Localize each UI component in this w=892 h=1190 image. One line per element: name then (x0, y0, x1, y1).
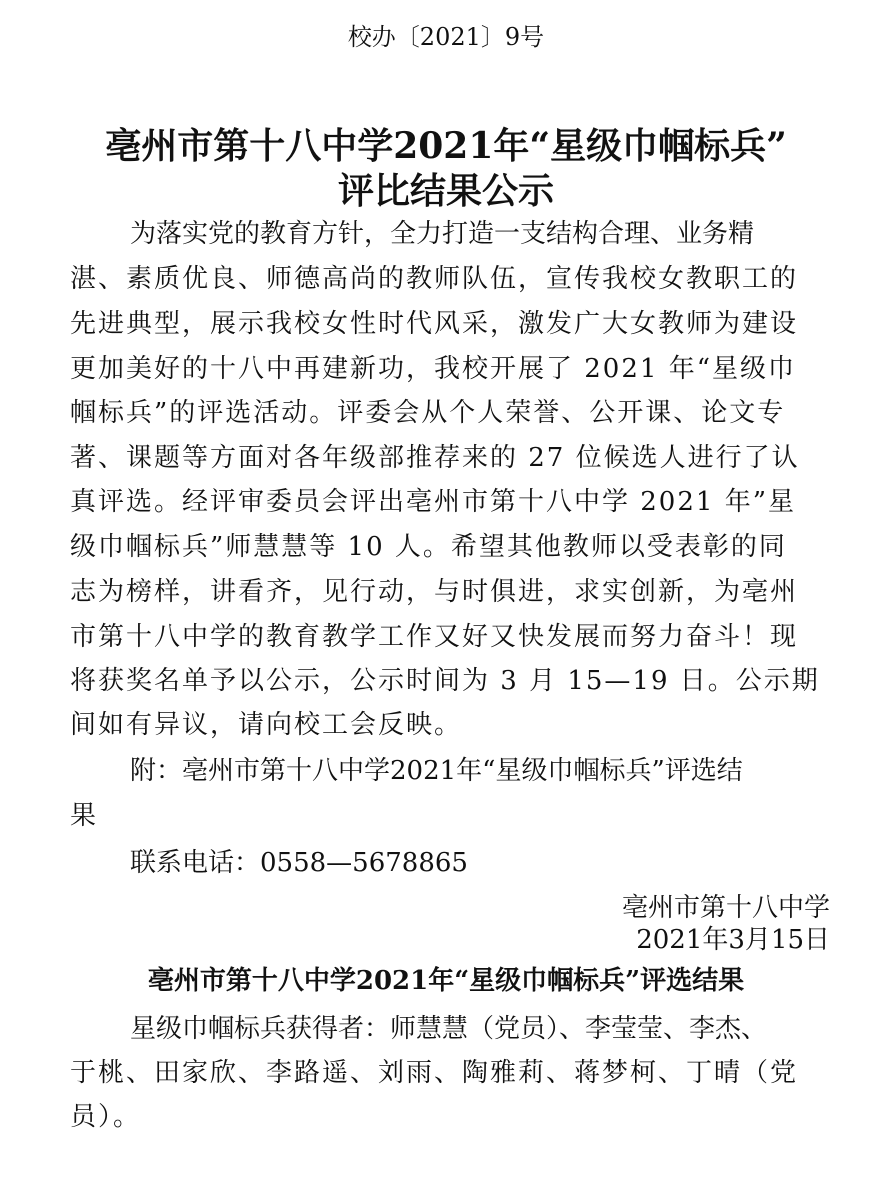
attachment-line-2: 果 (70, 801, 99, 831)
body-line: 志为榜样，讲看齐，见行动，与时俱进，求实创新，为亳州 (70, 577, 799, 607)
body-line: 著、课题等方面对各年级部推荐来的 27 位候选人进行了认 (70, 443, 800, 473)
result-title: 亳州市第十八中学2021年“星级巾帼标兵”评选结果 (147, 966, 745, 996)
winners-line: 员）。 (70, 1102, 142, 1132)
winners-line: 于桃、田家欣、李路遥、刘雨、陶雅莉、蒋梦柯、丁晴（党 (70, 1058, 799, 1088)
body-line: 为落实党的教育方针，全力打造一支结构合理、业务精 (130, 219, 755, 249)
page-title-line-1: 亳州市第十八中学2021年“星级巾帼标兵” (105, 125, 787, 167)
body-line: 将获奖名单予以公示，公示时间为 3 月 15—19 日。公示期 (70, 666, 820, 696)
page-title-line-2: 评比结果公示 (337, 170, 554, 212)
body-line: 更加美好的十八中再建新功，我校开展了 2021 年“星级巾 (70, 354, 796, 384)
signature-org: 亳州市第十八中学 (621, 893, 830, 923)
winners-line: 星级巾帼标兵获得者：师慧慧（党员）、李莹莹、李杰、 (130, 1014, 768, 1044)
body-line: 帼标兵”的评选活动。评委会从个人荣誉、公开课、论文专 (70, 398, 786, 428)
body-line: 间如有异议，请向校工会反映。 (70, 710, 463, 740)
signature-date: 2021年3月15日 (636, 925, 830, 955)
body-line: 先进典型，展示我校女性时代风采，激发广大女教师为建设 (70, 309, 799, 339)
attachment-line-1: 附：亳州市第十八中学2021年“星级巾帼标兵”评选结 (130, 756, 743, 786)
body-line: 真评选。经评审委员会评出亳州市第十八中学 2021 年”星 (70, 487, 796, 517)
body-line: 级巾帼标兵”师慧慧等 10 人。希望其他教师以受表彰的同 (70, 532, 787, 562)
body-line: 市第十八中学的教育教学工作又好又快发展而努力奋斗！现 (70, 622, 799, 652)
body-line: 湛、素质优良、师德高尚的教师队伍，宣传我校女教职工的 (70, 264, 799, 294)
document-number: 校办〔2021〕9号 (347, 23, 545, 51)
contact-phone: 联系电话：0558—5678865 (130, 848, 468, 878)
